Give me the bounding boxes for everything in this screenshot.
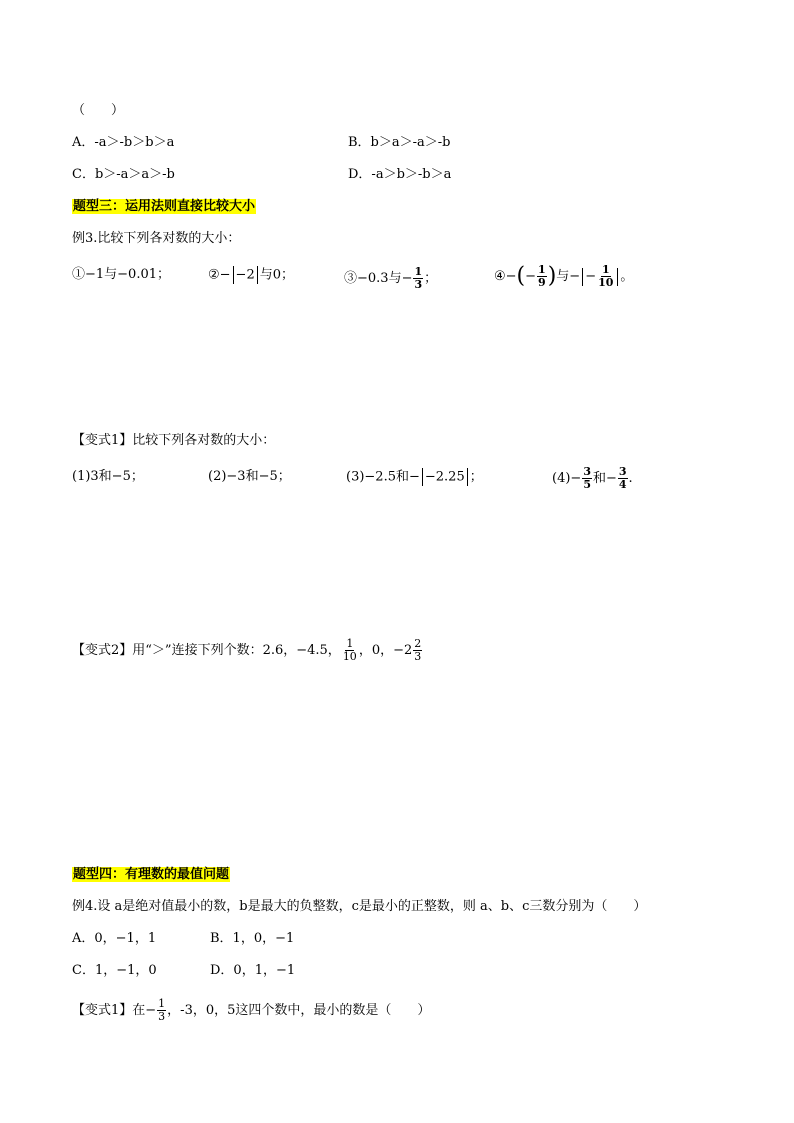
example3-prompt: 例3.比较下列各对数的大小：	[72, 231, 241, 246]
p4-inner: −	[525, 269, 537, 284]
section4-heading-text: 题型四：有理数的最值问题	[73, 867, 230, 882]
paren-left: (	[516, 263, 526, 289]
option-b: B．b＞a＞-a＞-b	[348, 135, 451, 150]
variant1-item4	[552, 466, 633, 491]
example3-part3	[344, 266, 437, 291]
example4-option-c: C．1，−1，0	[72, 963, 157, 978]
paren-right: )	[547, 263, 557, 289]
example4-option-b: B．1，0，−1	[210, 931, 295, 946]
p3-denominator: 3	[414, 278, 423, 291]
abs-bar-right-3	[467, 468, 468, 486]
v2-mixed-denominator: 3	[414, 650, 422, 663]
variant1-item2: (2)−3和−5；	[208, 469, 291, 484]
p4-suffix: 。	[620, 269, 634, 284]
p4-numerator: 1	[538, 263, 546, 276]
p4-prefix: ④−	[494, 269, 517, 284]
section4-heading	[72, 866, 230, 884]
variant1-item1: (1)3和−5；	[72, 469, 144, 484]
fraction-one-third	[413, 266, 423, 291]
abs-bar-left	[233, 266, 234, 284]
i4-denominator: 5	[583, 478, 591, 491]
example3-part2	[208, 266, 294, 285]
p4-numerator2: 1	[601, 263, 610, 276]
section3-heading	[72, 198, 256, 216]
example4-option-a: A．0，−1，1	[72, 931, 157, 946]
variant2-mid: ，0，−2	[358, 643, 413, 658]
p4-denominator2: 10	[598, 276, 614, 289]
p3-prefix: ③−0.3与−	[344, 271, 413, 286]
v41-denominator: 3	[158, 1010, 166, 1023]
answer-blank: （ ）	[72, 103, 125, 118]
option-c: C．b＞-a＞a＞-b	[72, 167, 175, 182]
option-a: A．-a＞-b＞b＞a	[72, 135, 175, 150]
v41-numerator: 1	[158, 997, 166, 1010]
v41-prefix: 【变式1】在−	[72, 1003, 157, 1018]
p2-minus: −	[235, 267, 247, 283]
i4-prefix: (4)−	[552, 471, 582, 486]
variant2-prefix: 【变式2】用“＞”连接下列个数：2.6，−4.5，	[72, 643, 341, 658]
p2-value: 2	[246, 267, 255, 283]
v2-mixed-numerator: 2	[414, 637, 422, 650]
p4-denominator: 9	[538, 276, 546, 289]
fraction-two-thirds	[413, 638, 422, 663]
i4-numerator: 3	[583, 465, 591, 478]
example4-option-d: D．0，1，−1	[210, 963, 296, 978]
i4-denominator2: 4	[618, 478, 627, 491]
variant1-item3	[346, 468, 483, 487]
p4-minus: −	[585, 269, 597, 284]
fraction-one-tenth-v2	[342, 638, 358, 663]
section3-heading-text: 题型三：运用法则直接比较大小	[73, 199, 256, 214]
i3-value: −2.25	[424, 469, 465, 485]
i3-prefix: (3)−2.5和−	[346, 469, 420, 485]
abs-bar-right	[257, 266, 258, 284]
i4-mid: 和−	[592, 471, 617, 486]
i4-numerator2: 3	[618, 465, 627, 478]
p2-prefix: ②−	[208, 267, 231, 283]
example3-part1: ①−1与−0.01；	[72, 267, 171, 282]
fraction-one-tenth	[597, 264, 614, 289]
abs-bar-left-2	[582, 268, 583, 286]
variant4-1-question	[72, 998, 430, 1023]
example4-prompt: 例4.设 a是绝对值最小的数，b是最大的负整数，c是最小的正整数，则 a、b、c三数分别为（ ）	[72, 899, 647, 914]
p3-suffix: ；	[424, 271, 438, 286]
variant2-question	[72, 638, 423, 663]
option-d: D．-a＞b＞-b＞a	[348, 167, 452, 182]
p3-numerator: 1	[414, 265, 423, 278]
v2-numerator: 1	[346, 637, 354, 650]
fraction-one-ninth	[537, 264, 547, 289]
v41-suffix: ，-3，0，5这四个数中，最小的数是（ ）	[167, 1003, 431, 1018]
p2-suffix: 与0；	[259, 267, 295, 283]
i4-suffix: .	[628, 471, 633, 486]
i3-suffix: ；	[469, 469, 483, 485]
example3-part4	[494, 264, 633, 289]
abs-bar-left-3	[422, 468, 423, 486]
fraction-three-fifths	[582, 466, 592, 491]
fraction-one-third-v41	[157, 998, 166, 1023]
fraction-three-quarters	[618, 466, 628, 491]
v2-denominator: 10	[342, 650, 357, 663]
variant1-title: 【变式1】比较下列各对数的大小：	[72, 433, 276, 448]
p4-mid: 与−	[556, 269, 581, 284]
abs-bar-right-2	[617, 268, 618, 286]
